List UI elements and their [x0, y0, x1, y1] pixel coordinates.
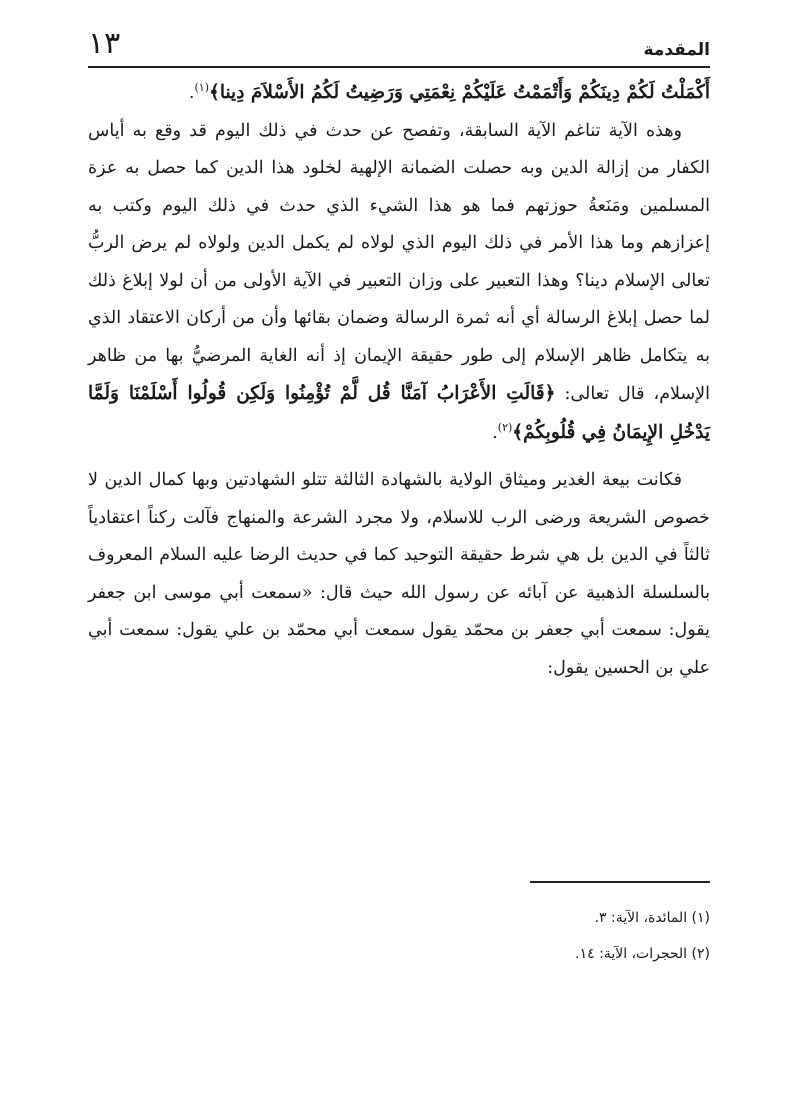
paragraph-verse-1	[88, 74, 710, 113]
footnote-2: (٢) الحجرات، الآية: ١٤.	[575, 946, 710, 962]
footnotes	[88, 900, 710, 972]
page-header	[88, 26, 710, 68]
paragraph-2	[88, 113, 710, 453]
footnote-1: (١) المائدة، الآية: ٣.	[594, 910, 710, 926]
footnote-marker: (١)	[194, 81, 209, 95]
paragraph-3	[88, 462, 710, 687]
paragraph-text: وهذه الآية تناغم الآية السابقة، وتفصح عن حدث في ذلك اليوم قد وقع به أياس الكفار من إزالة الدين وبه حصلت الضمانة الإلهية لخلود هذا الدين كما حصل به عزة المسلمين ومَنَعةُ حوزتهم فما هو هذا الشيء الذي حدث في ذلك اليوم وكتب به إعزازهم وما هذا الأمر في ذلك اليوم الذي لولاه لم يكمل الدين ولولاه لم يرض الربُّ تعالى الإسلام دينا؟ وهذا التعبير على وزان التعبير في الآية الأولى من أن لولا إبلاغ ذلك لما حصل إبلاغ الرسالة أي أنه ثمرة الرسالة وضمان بقائها وأن من أركان الاعتقاد الذي به يتكامل ظاهر الإسلام إلى طور حقيقة الإيمان إذ أنه الغاية المرضيُّ بها من ظاهر الإسلام، قال تعالى:	[88, 120, 710, 404]
footnote-marker: (٢)	[497, 420, 513, 434]
punctuation: .	[492, 422, 498, 443]
punctuation: .	[188, 83, 195, 103]
main-text	[88, 74, 710, 687]
running-title: المقدمة	[643, 40, 710, 60]
quran-verse: أَكْمَلْتُ لَكُمْ دِينَكُمْ وَأَتْمَمْتُ عَلَيْكُمْ نِعْمَتِي وَرَضِيتُ لَكُمُ الأَسْلاَمَ دِينا﴾	[208, 82, 710, 103]
footnote-divider	[530, 881, 710, 883]
page-number: ١٣	[88, 26, 121, 61]
quran-verse: ﴿قَالَتِ الأَعْرَابُ آمَنَّا قُل لَّمْ تُؤْمِنُوا وَلَكِن قُولُوا أَسْلَمْنَا وَلَمَّا يَدْخُلِ الإِيمَانُ فِي قُلُوبِكُمْ﴾	[88, 383, 710, 443]
paragraph-text: فكانت بيعة الغدير وميثاق الولاية بالشهادة الثالثة تتلو الشهادتين وبها كمال الدين لا خصوص الشريعة ورضى الرب للاسلام، ولا مجرد الشرعة والمنهاج فآلت ركناً اعتقادياً ثالثاً في الدين بل هي شرط حقيقة التوحيد كما في حديث الرضا عليه السلام المعروف بالسلسلة الذهبية عن آبائه عن رسول الله حيث قال: «سمعت أبي موسى ابن جعفر يقول: سمعت أبي جعفر بن محمّد يقول سمعت أبي محمّد بن علي يقول: سمعت أبي علي بن الحسين يقول:	[88, 470, 710, 678]
book-page	[88, 26, 710, 1076]
